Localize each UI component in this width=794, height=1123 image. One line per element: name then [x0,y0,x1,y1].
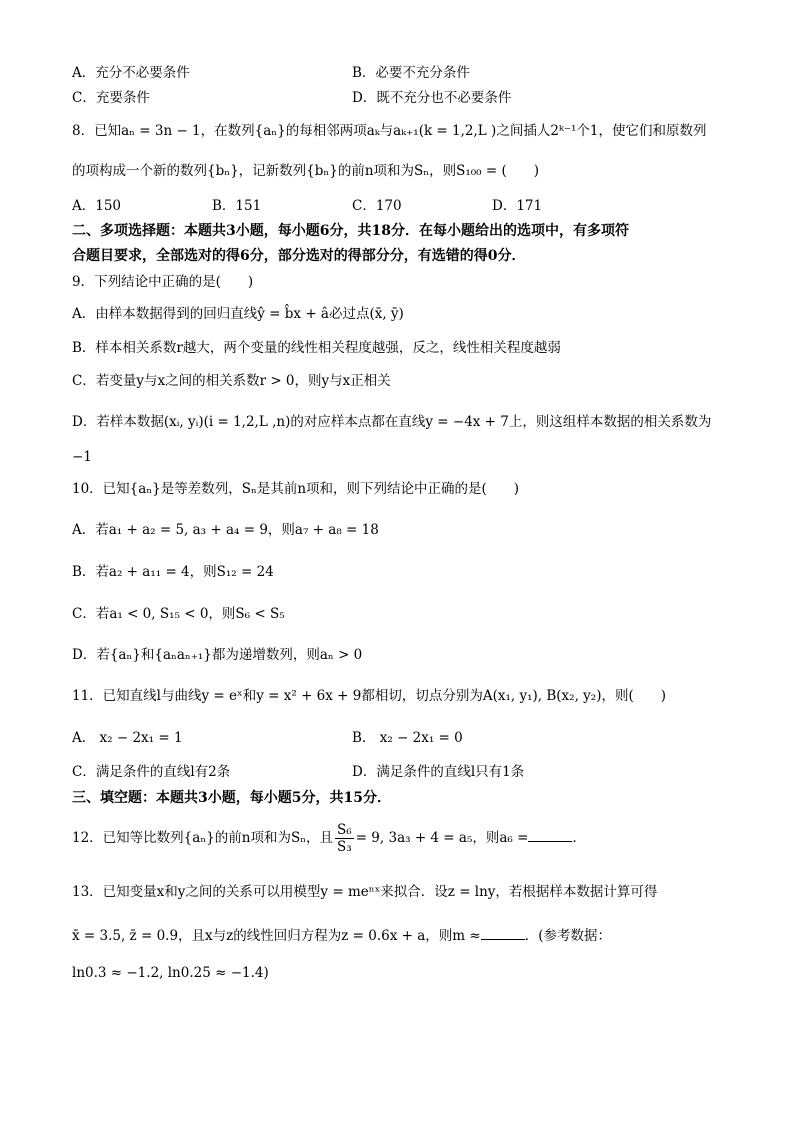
q9-option-d-line2: −1 [72,449,92,465]
q12-fraction-denominator: S₃ [337,839,352,855]
q11-option-c: C．满足条件的直线l有2条 [72,764,231,780]
q11-option-d: D．满足条件的直线l只有1条 [352,764,525,780]
q7-option-d: D．既不充分也不必要条件 [352,90,512,106]
q12-stem [72,820,586,856]
q10-stem: 10．已知{aₙ}是等差数列，Sₙ是其前n项和，则下列结论中正确的是( ) [72,481,520,497]
q10-option-a: A．若a₁ + a₂ = 5, a₃ + a₄ = 9，则a₇ + a₈ = 18 [72,522,379,538]
q9-stem: 9．下列结论中正确的是( ) [72,274,254,290]
q13-reference-data: ln0.3 ≈ −1.2, ln0.25 ≈ −1.4) [72,965,269,981]
q13-stem-line1: 13．已知变量x和y之间的关系可以用模型y = meⁿˣ来拟合．设z = lny，若根据样本数据计算可得 [72,884,658,900]
q13-answer-blank[interactable] [481,927,525,940]
q11-stem: 11．已知直线l与曲线y = eˣ和y = x² + 6x + 9都相切，切点分别为A(x₁, y₁), B(x₂, y₂)，则( ) [72,688,666,704]
q8-stem-line2: 的项构成一个新的数列{bₙ}，记新数列{bₙ}的前n项和为Sₙ，则S₁₀₀ = ( ) [72,163,540,179]
q12-answer-blank[interactable] [528,829,572,842]
q8-option-d: D．171 [492,198,543,214]
q7-option-a: A．充分不必要条件 [72,65,190,81]
q8-option-a: A．150 [72,198,122,214]
q8-option-c: C．170 [352,198,402,214]
q9-option-b: B．样本相关系数r越大，两个变量的线性相关程度越强，反之，线性相关程度越弱 [72,340,561,356]
q10-option-d: D．若{aₙ}和{aₙaₙ₊₁}都为递增数列，则aₙ > 0 [72,647,363,663]
q9-option-d-line1: D．若样本数据(xᵢ, yᵢ)(i = 1,2,L ,n)的对应样本点都在直线y = −4x + 7上，则这组样本数据的相关系数为 [72,414,712,430]
q10-option-b: B．若a₂ + a₁₁ = 4，则S₁₂ = 24 [72,564,274,580]
q9-option-c: C．若变量y与x之间的相关系数r > 0，则y与x正相关 [72,373,391,389]
q12-stem-post: = 9, 3a₃ + 4 = a₅，则a₆ = [355,830,529,846]
q8-option-b: B．151 [212,198,262,214]
q13-stem-line2-post: ．(参考数据： [524,928,611,944]
q10-option-c: C．若a₁ < 0, S₁₅ < 0，则S₆ < S₅ [72,606,285,622]
q12-fraction-numerator: S₆ [337,822,352,838]
q11-option-a: A． x₂ − 2x₁ = 1 [72,730,183,746]
q12-stem-pre: 12．已知等比数列{aₙ}的前n项和为Sₙ，且 [72,830,334,846]
q7-option-c: C．充要条件 [72,90,150,106]
q12-stem-end: ． [572,830,586,846]
section2-heading-line1: 二、多项选择题：本题共3小题，每小题6分，共18分．在每小题给出的选项中，有多项符 [72,223,629,239]
section3-heading: 三、填空题：本题共3小题，每小题5分，共15分． [72,790,391,806]
q13-stem-line2 [72,926,611,946]
q12-fraction [335,822,354,855]
section2-heading-line2: 合题目要求，全部选对的得6分，部分选对的得部分分，有选错的得0分． [72,248,526,264]
q11-option-b: B． x₂ − 2x₁ = 0 [352,730,463,746]
q8-stem-line1: 8．已知aₙ = 3n − 1，在数列{aₙ}的每相邻两项aₖ与aₖ₊₁(k = 1,2,L )之间插人2ᵏ⁻¹个1，使它们和原数列 [72,123,707,139]
q9-option-a: A．由样本数据得到的回归直线ŷ = b̂x + â必过点(x̄, ȳ) [72,306,404,322]
q7-option-b: B．必要不充分条件 [352,65,470,81]
q13-stem-line2-pre: x̄ = 3.5, z̄ = 0.9，且x与z的线性回归方程为z = 0.6x + a，则m ≈ [72,928,481,944]
